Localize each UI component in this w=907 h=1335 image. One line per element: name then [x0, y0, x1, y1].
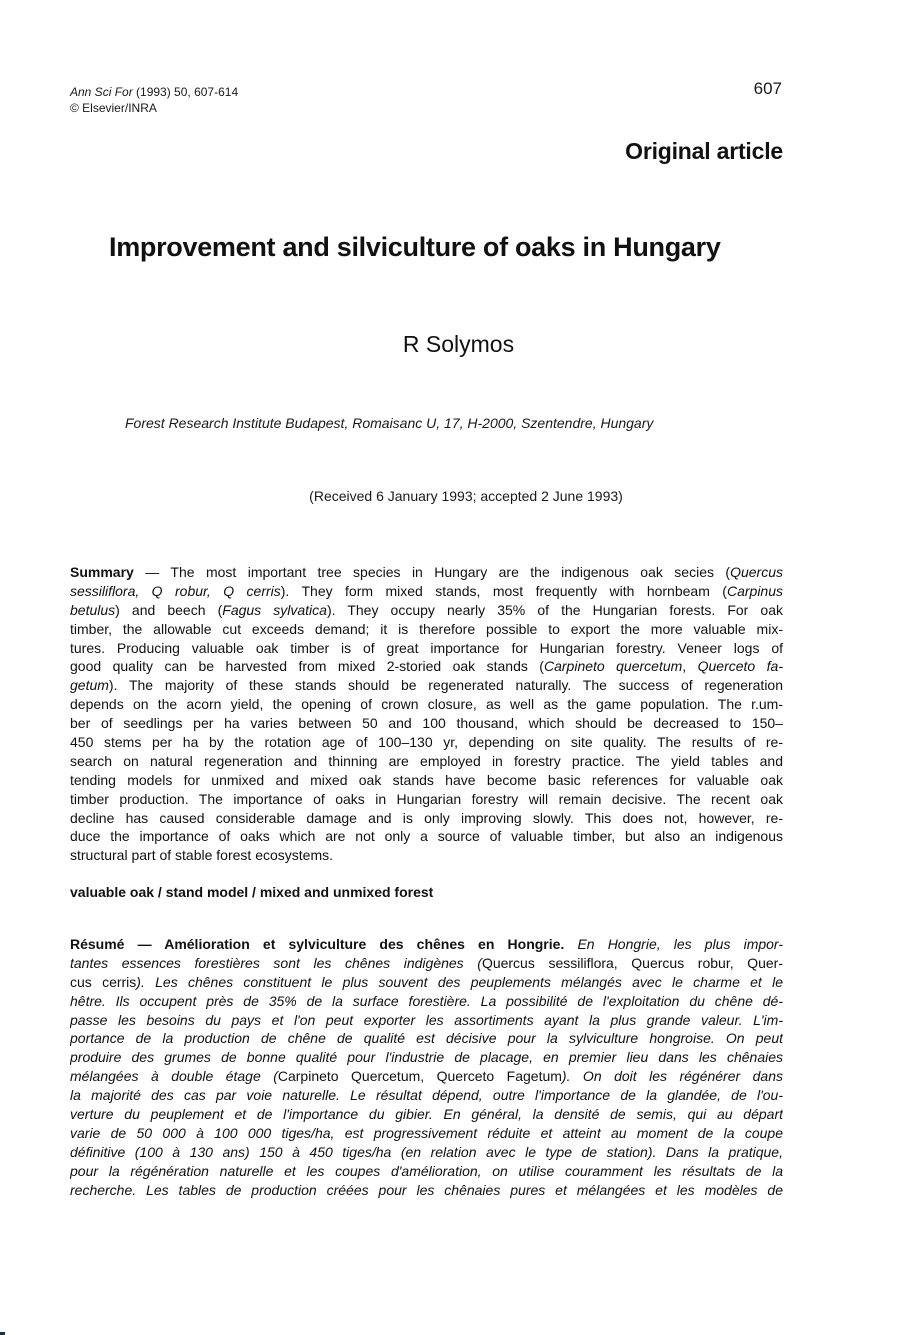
- journal-name: Ann Sci For: [70, 85, 133, 99]
- italic-text: la majorité des cas par voie naturelle. Le résultat dépend, outre l'importance de la glandée, de l'ou-: [70, 1087, 783, 1104]
- italic-text: Querceto fa-: [697, 658, 783, 675]
- resume-abstract: [70, 935, 783, 1199]
- text-line: [70, 582, 783, 601]
- bold-text: Résumé — Amélioration et sylviculture des chênes en Hongrie.: [70, 936, 565, 952]
- text: timber production. The importance of oaks in Hungarian forestry will remain decisive. The recent oak: [70, 790, 783, 807]
- author-name: R Solymos: [402, 331, 515, 357]
- text-line: [70, 1105, 783, 1124]
- italic-text: définitive (100 à 130 ans) 150 à 450 tiges/ha (en relation avec le type de station). Dans la pratique,: [70, 1143, 783, 1160]
- text-line: [70, 973, 783, 992]
- text-line: [70, 1011, 783, 1030]
- text-line: [70, 639, 783, 658]
- italic-text: Fagus sylvatica: [222, 601, 327, 618]
- italic-text: ). On doit les régénérer dans: [561, 1068, 783, 1085]
- text: structural part of stable forest ecosystems.: [70, 847, 333, 864]
- text: ) and beech (: [115, 601, 223, 618]
- text-line: [70, 954, 783, 973]
- paper-title: Improvement and silviculture of oaks in Hungary: [109, 232, 721, 262]
- text-line: [70, 827, 783, 846]
- italic-text: hêtre. Ils occupent près de 35% de la surface forestière. La possibilité de l'exploitation du chêne dé-: [70, 992, 783, 1009]
- journal-reference: (1993) 50, 607-614: [132, 85, 239, 99]
- text: depends on the acorn yield, the opening of crown closure, as well as the game population. The r.um-: [70, 696, 783, 713]
- text: ber of seedlings per ha varies between 50 and 100 thousand, which should be decreased to 150–: [70, 715, 783, 732]
- text-line: [70, 733, 783, 752]
- text: Carpineto Quercetum, Querceto Fagetum: [277, 1068, 562, 1085]
- received-dates: (Received 6 January 1993; accepted 2 June 1993): [309, 488, 623, 504]
- article-type-label: Original article: [625, 138, 783, 164]
- italic-text: recherche. Les tables de production créées pour les chênaies pures et mélangées et les modèles de: [70, 1181, 783, 1198]
- italic-text: verture du peuplement et de l'importance du gibier. En général, la densité de semis, qui au départ: [70, 1106, 783, 1123]
- italic-text: varie de 50 000 à 100 000 tiges/ha, est progressivement réduite et atteint au moment de la coupe: [70, 1124, 783, 1141]
- italic-text: mélangées à double étage (: [70, 1068, 278, 1085]
- text: ). The majority of these stands should be regenerated naturally. The success of regeneration: [108, 677, 783, 694]
- text: good quality can be harvested from mixed 2-storied oak stands (: [70, 658, 544, 675]
- italic-text: produire des grumes de bonne qualité pour l'industrie de placage, en premier lieu dans les chênaies: [70, 1049, 783, 1066]
- text-line: [70, 809, 783, 828]
- text-line: [70, 935, 783, 954]
- text-line: [70, 752, 783, 771]
- italic-text: ). Les chênes constituent le plus souvent des peuplements mélangés avec le charme et le: [136, 973, 783, 990]
- bold-text: Summary: [70, 564, 134, 580]
- text: Quercus sessiliflora, Quercus robur, Quer-: [481, 954, 783, 971]
- text-line: [70, 657, 783, 676]
- italic-text: getum: [70, 677, 109, 694]
- text: timber, the allowable cut exceeds demand; it is therefore possible to export the more valuable mix-: [70, 620, 783, 637]
- text-line: [70, 1067, 783, 1086]
- text-line: [70, 790, 783, 809]
- text: 450 stems per ha by the rotation age of 100–130 yr, depending on site quality. The results of re-: [70, 734, 783, 751]
- text: decline has caused considerable damage and is only improving slowly. This does not, however, re-: [70, 809, 783, 826]
- text: — The most important tree species in Hungary are the indigenous oak secies (: [133, 564, 731, 580]
- text-line: [70, 1086, 783, 1105]
- text-line: [70, 1162, 783, 1181]
- text: cus cerris: [70, 973, 137, 990]
- text: tures. Producing valuable oak timber is of great importance for Hungarian forestry. Veneer logs of: [70, 639, 783, 656]
- page-number: 607: [753, 79, 782, 98]
- italic-text: portance de la production de chêne de qualité est décisive pour la sylviculture hongroise. On peut: [70, 1030, 783, 1047]
- italic-text: betulus: [70, 601, 116, 618]
- author-affiliation: Forest Research Institute Budapest, Romaisanc U, 17, H-2000, Szentendre, Hungary: [125, 415, 654, 431]
- text-line: [70, 1143, 783, 1162]
- text-line: [70, 992, 783, 1011]
- keywords: valuable oak / stand model / mixed and unmixed forest: [70, 884, 434, 900]
- text-line: [70, 771, 783, 790]
- text-line: [70, 1048, 783, 1067]
- italic-text: Carpineto quercetum: [543, 658, 683, 675]
- text: search on natural regeneration and thinning are employed in forestry practice. The yield tables and: [70, 752, 783, 769]
- text: ,: [682, 658, 698, 675]
- summary-abstract: [70, 563, 783, 865]
- text: ). They occupy nearly 35% of the Hungarian forests. For oak: [326, 601, 783, 618]
- text-line: [70, 695, 783, 714]
- text-line: [70, 714, 783, 733]
- text: tending models for unmixed and mixed oak stands have become basic references for valuable oak: [70, 771, 783, 788]
- copyright-notice: © Elsevier/INRA: [70, 101, 157, 115]
- text-line: [70, 601, 783, 620]
- text-line: [70, 1181, 783, 1200]
- italic-text: Quercus: [730, 564, 783, 580]
- italic-text: En Hongrie, les plus impor-: [564, 936, 783, 952]
- text-line: [70, 676, 783, 695]
- italic-text: tantes essences forestières sont les chênes indigènes (: [70, 954, 482, 971]
- text-line: [70, 620, 783, 639]
- text-line: [70, 1029, 783, 1048]
- text-line: [70, 846, 783, 865]
- italic-text: pour la régénération naturelle et les coupes d'amélioration, on utilise couramment les résultats de la: [70, 1162, 783, 1179]
- text-line: [70, 563, 783, 582]
- text-line: [70, 1124, 783, 1143]
- italic-text: passe les besoins du pays et l'on peut exporter les assortiments ayant la plus grande valeur. L'im-: [70, 1011, 783, 1028]
- italic-text: Carpinus: [726, 582, 783, 599]
- text: duce the importance of oaks which are not only a source of valuable timber, but also an indigenous: [70, 828, 783, 845]
- italic-text: sessiliflora, Q robur, Q cerris: [70, 582, 281, 599]
- journal-citation: [70, 84, 238, 116]
- text: ). They form mixed stands, most frequently with hornbeam (: [280, 582, 727, 599]
